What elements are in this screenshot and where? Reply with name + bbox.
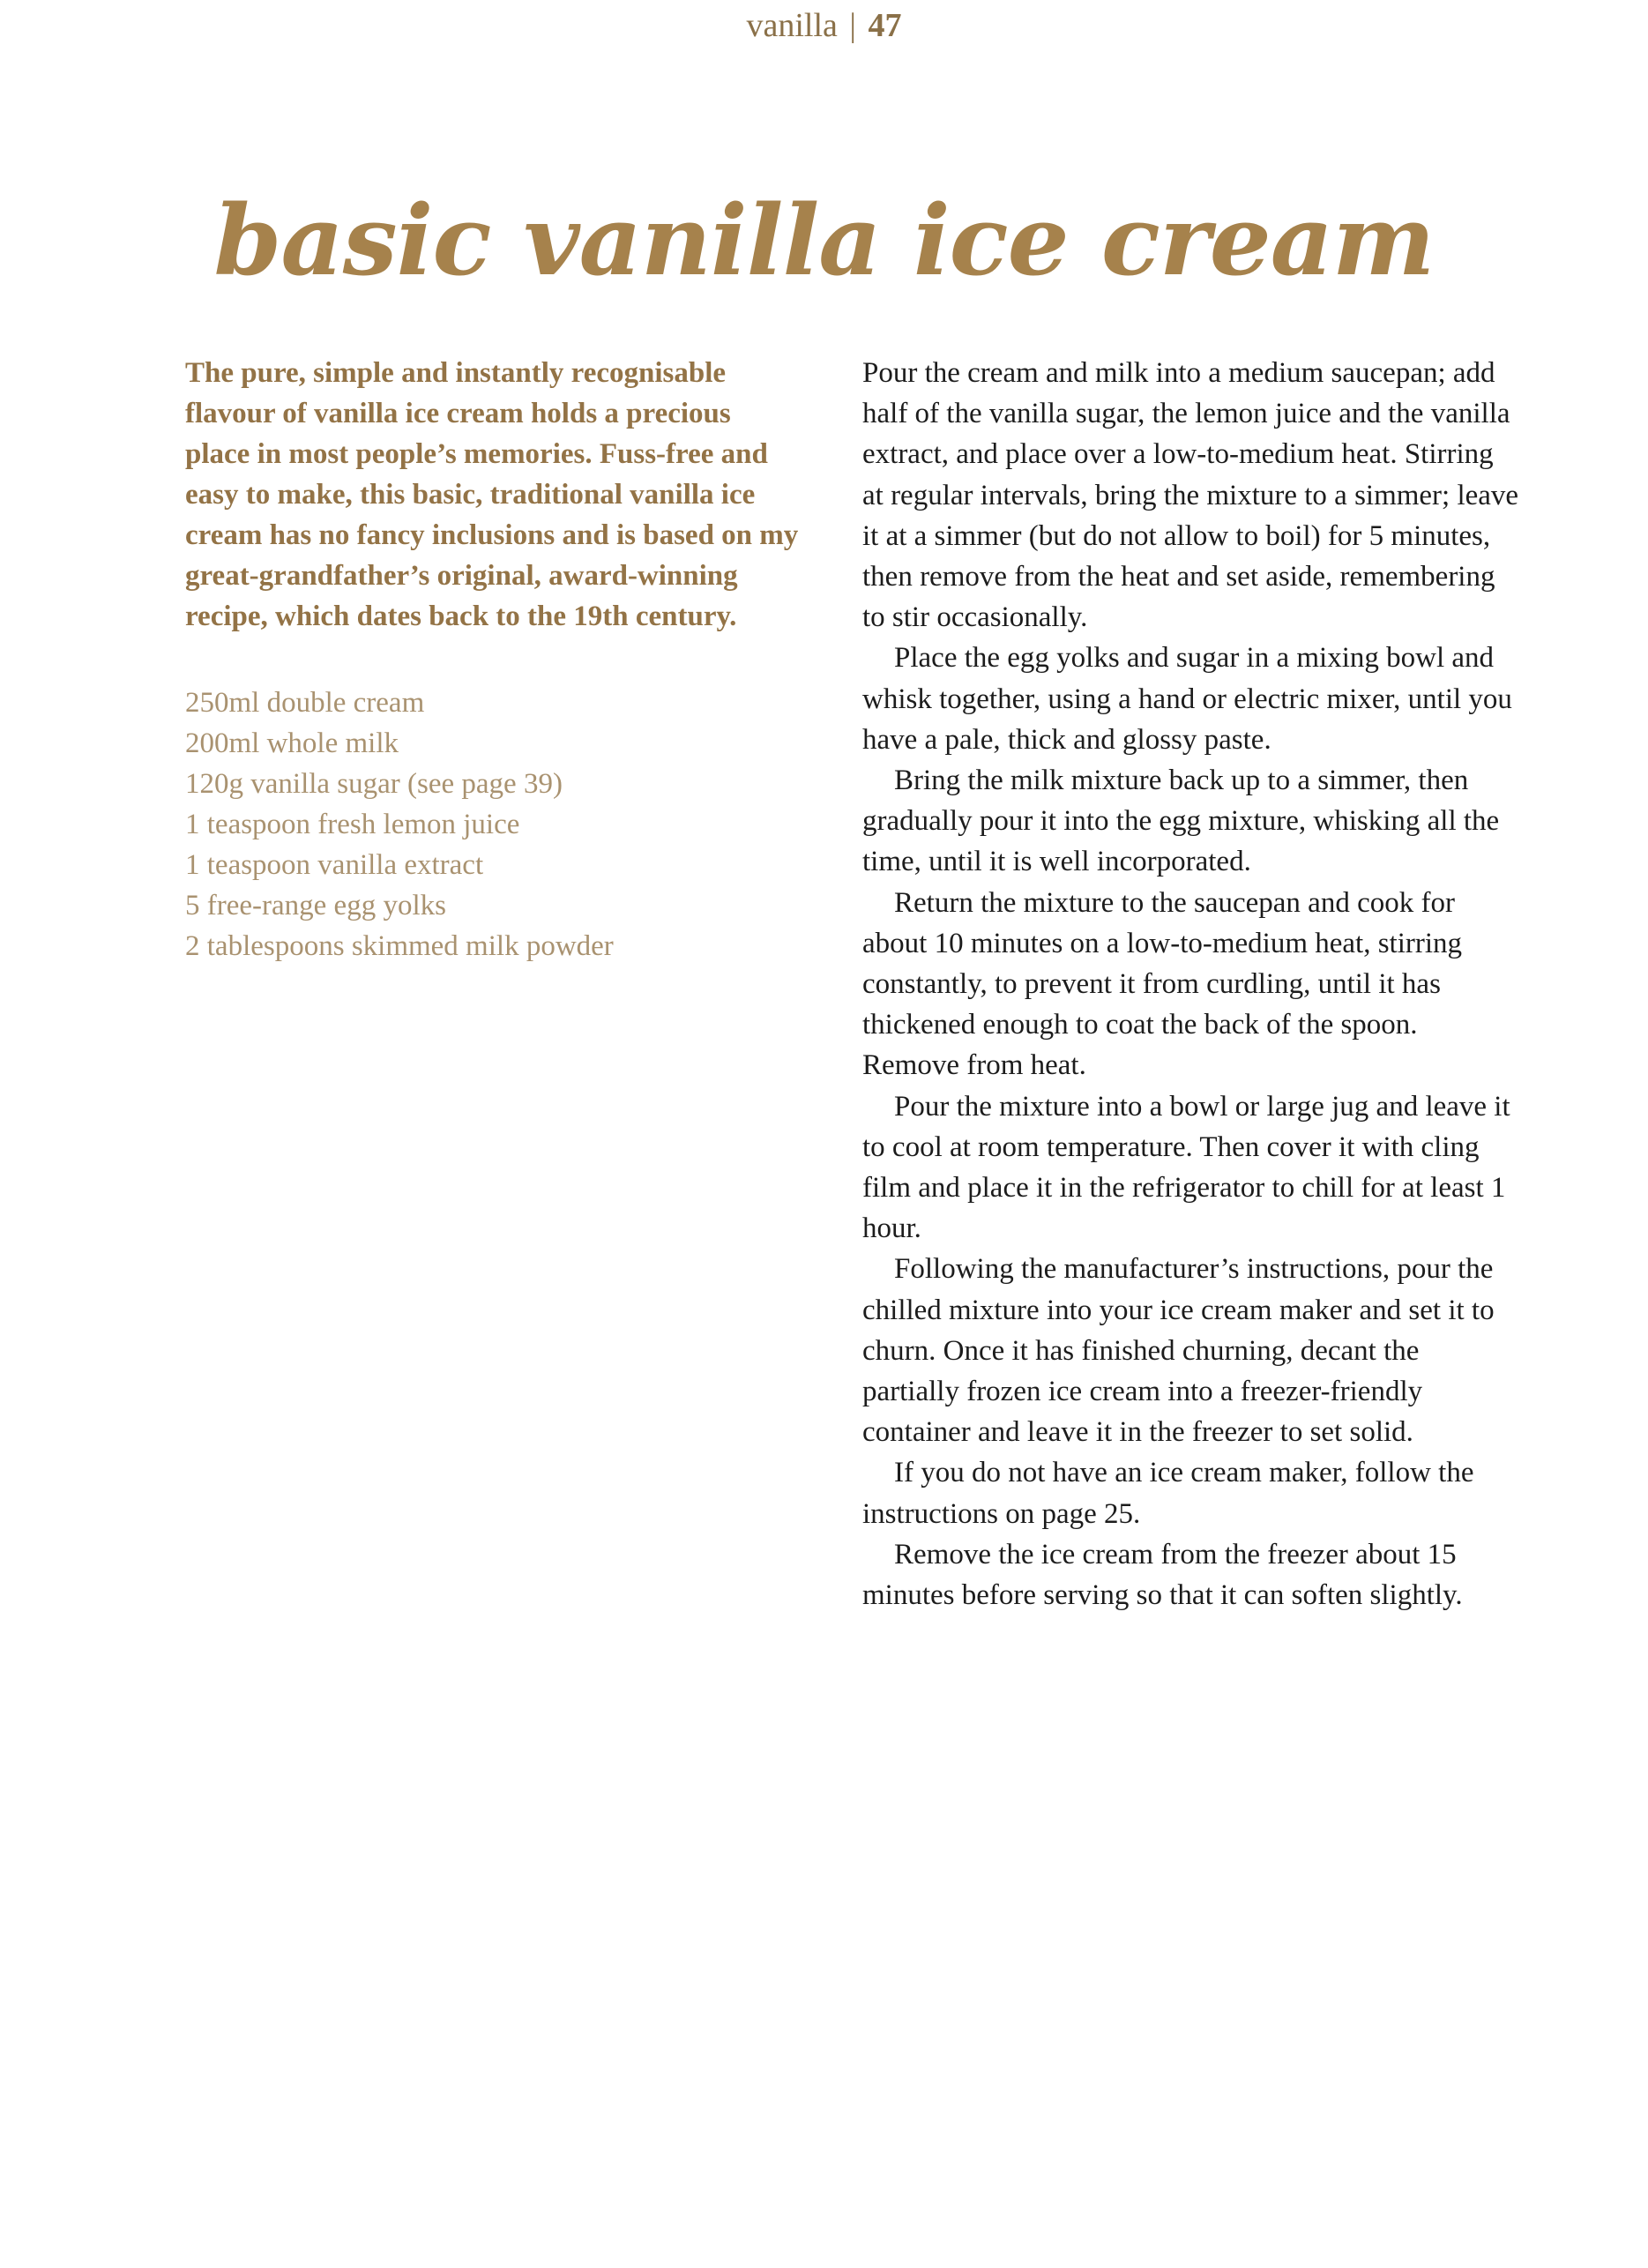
method-step: Remove the ice cream from the freezer about 15 minutes before serving so that it can soften slightly. bbox=[862, 1538, 1463, 1612]
method-step: If you do not have an ice cream maker, follow the instructions on page 25. bbox=[862, 1457, 1474, 1530]
section-name: vanilla bbox=[746, 7, 838, 44]
ingredient-item: 200ml whole milk bbox=[185, 727, 399, 759]
method-step: Return the mixture to the saucepan and cook for about 10 minutes on a low-to-medium heat, stirring constantly, to prevent it from curdling, until it has thickened enough to coat the back of the spoon. Remove from heat. bbox=[862, 886, 1463, 1082]
recipe-title: basic vanilla ice cream bbox=[213, 183, 1435, 297]
ingredient-list bbox=[185, 683, 802, 966]
ingredient-item: 1 teaspoon vanilla extract bbox=[185, 849, 484, 881]
ingredient-item: 5 free-range egg yolks bbox=[185, 890, 446, 921]
header-separator: | bbox=[849, 7, 856, 44]
page-number: 47 bbox=[868, 7, 902, 44]
method-step: Place the egg yolks and sugar in a mixing bowl and whisk together, using a hand or electric mixer, until you have a pale, thick and glossy paste. bbox=[862, 642, 1512, 756]
left-column bbox=[185, 353, 802, 966]
method-step: Pour the cream and milk into a medium saucepan; add half of the vanilla sugar, the lemon juice and the vanilla extract, and place over a low-to-medium heat. Stirring at regular intervals, bring the mixture to a simmer; leave it at a simmer (but do not allow to boil) for 5 minutes, then remove from the heat and set aside, remembering to stir occasionally. bbox=[862, 357, 1519, 634]
ingredient-item: 2 tablespoons skimmed milk powder bbox=[185, 930, 614, 962]
ingredient-item: 250ml double cream bbox=[185, 687, 425, 719]
ingredient-item: 120g vanilla sugar (see page 39) bbox=[185, 768, 563, 800]
ingredient-item: 1 teaspoon fresh lemon juice bbox=[185, 809, 520, 840]
method-step: Pour the mixture into a bowl or large jug and leave it to cool at room temperature. Then cover it with cling film and place it in the refrigerator to chill for at least 1 hour. bbox=[862, 1090, 1510, 1245]
recipe-intro: The pure, simple and instantly recognisable flavour of vanilla ice cream holds a precious place in most people’s memories. Fuss-free and easy to make, this basic, traditional vanilla ice cream has no fancy inclusions and is based on my great-grandfather’s original, award-winning recipe, which dates back to the 19th century. bbox=[185, 357, 799, 632]
method-step: Bring the milk mixture back up to a simmer, then gradually pour it into the egg mixture, whisking all the time, until it is well incorporated. bbox=[862, 765, 1500, 878]
running-header bbox=[0, 9, 1648, 42]
method-step: Following the manufacturer’s instructions, pour the chilled mixture into your ice cream maker and set it to churn. Once it has finished churning, decant the partially frozen ice cream into a freezer-friendly container and leave it in the freezer to set solid. bbox=[862, 1253, 1495, 1449]
method-column bbox=[862, 353, 1519, 1615]
